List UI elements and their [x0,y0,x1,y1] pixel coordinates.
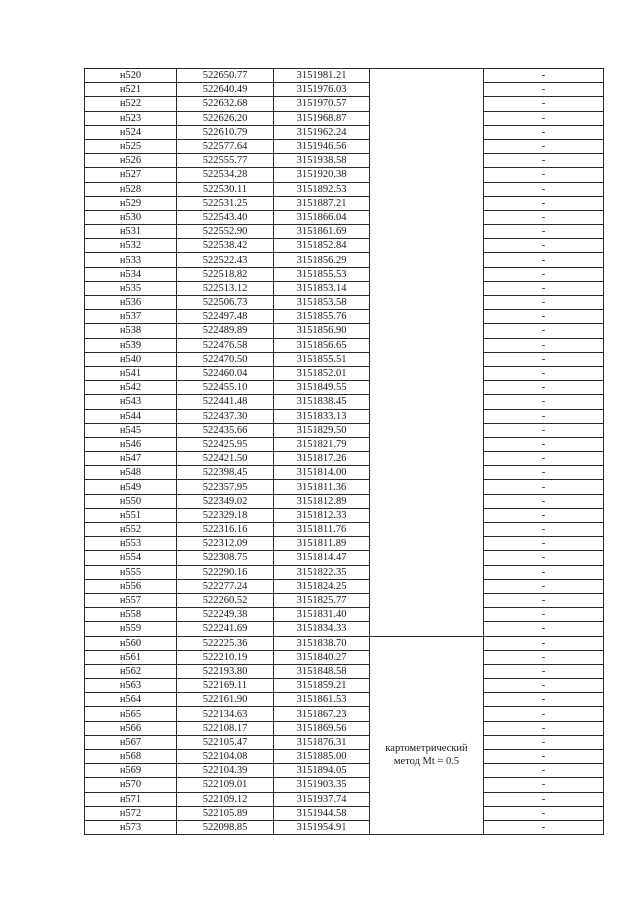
point-name-cell: н532 [85,239,177,253]
y-coordinate-cell: 3151814.47 [274,551,370,565]
x-coordinate-cell: 522460.04 [177,366,274,380]
accuracy-cell: - [484,551,604,565]
point-name-cell: н529 [85,196,177,210]
table-row [85,466,604,480]
y-coordinate-cell: 3151920.38 [274,168,370,182]
table-row [85,508,604,522]
y-coordinate-cell: 3151855.51 [274,352,370,366]
point-name-cell: н540 [85,352,177,366]
table-row [85,139,604,153]
point-name-cell: н550 [85,494,177,508]
x-coordinate-cell: 522108.17 [177,721,274,735]
accuracy-cell: - [484,480,604,494]
point-name-cell: н564 [85,693,177,707]
accuracy-cell: - [484,281,604,295]
point-name-cell: н535 [85,281,177,295]
point-name-cell: н568 [85,750,177,764]
table-row [85,452,604,466]
y-coordinate-cell: 3151848.58 [274,664,370,678]
x-coordinate-cell: 522312.09 [177,537,274,551]
method-cell-empty [370,69,484,637]
point-name-cell: н551 [85,508,177,522]
y-coordinate-cell: 3151976.03 [274,83,370,97]
accuracy-cell: - [484,83,604,97]
table-row [85,338,604,352]
table-row [85,693,604,707]
table-row [85,324,604,338]
y-coordinate-cell: 3151892.53 [274,182,370,196]
table-row [85,792,604,806]
table-row [85,69,604,83]
point-name-cell: н556 [85,579,177,593]
x-coordinate-cell: 522513.12 [177,281,274,295]
accuracy-cell: - [484,239,604,253]
y-coordinate-cell: 3151876.31 [274,735,370,749]
table-row [85,494,604,508]
table-row [85,196,604,210]
accuracy-cell: - [484,820,604,834]
table-row [85,622,604,636]
table-row [85,423,604,437]
x-coordinate-cell: 522105.89 [177,806,274,820]
y-coordinate-cell: 3151856.65 [274,338,370,352]
y-coordinate-cell: 3151970.57 [274,97,370,111]
table-row [85,565,604,579]
table-row [85,366,604,380]
table-row [85,523,604,537]
accuracy-cell: - [484,750,604,764]
accuracy-cell: - [484,608,604,622]
y-coordinate-cell: 3151812.89 [274,494,370,508]
point-name-cell: н521 [85,83,177,97]
y-coordinate-cell: 3151887.21 [274,196,370,210]
x-coordinate-cell: 522169.11 [177,679,274,693]
y-coordinate-cell: 3151861.53 [274,693,370,707]
table-row [85,806,604,820]
x-coordinate-cell: 522555.77 [177,154,274,168]
x-coordinate-cell: 522109.12 [177,792,274,806]
accuracy-cell: - [484,97,604,111]
table-row [85,225,604,239]
y-coordinate-cell: 3151838.70 [274,636,370,650]
x-coordinate-cell: 522308.75 [177,551,274,565]
accuracy-cell: - [484,139,604,153]
accuracy-cell: - [484,168,604,182]
table-row [85,593,604,607]
y-coordinate-cell: 3151937.74 [274,792,370,806]
x-coordinate-cell: 522530.11 [177,182,274,196]
x-coordinate-cell: 522522.43 [177,253,274,267]
accuracy-cell: - [484,508,604,522]
y-coordinate-cell: 3151821.79 [274,437,370,451]
table-row [85,664,604,678]
accuracy-cell: - [484,735,604,749]
table-row [85,381,604,395]
table-row [85,310,604,324]
accuracy-cell: - [484,764,604,778]
y-coordinate-cell: 3151852.01 [274,366,370,380]
table-row [85,437,604,451]
accuracy-cell: - [484,565,604,579]
y-coordinate-cell: 3151938.58 [274,154,370,168]
x-coordinate-cell: 522105.47 [177,735,274,749]
y-coordinate-cell: 3151866.04 [274,210,370,224]
table-row [85,636,604,650]
table-row [85,721,604,735]
accuracy-cell: - [484,423,604,437]
x-coordinate-cell: 522357.95 [177,480,274,494]
x-coordinate-cell: 522329.18 [177,508,274,522]
method-text-line1: картометрический [385,743,468,755]
point-name-cell: н558 [85,608,177,622]
point-name-cell: н557 [85,593,177,607]
x-coordinate-cell: 522538.42 [177,239,274,253]
table-row [85,537,604,551]
accuracy-cell: - [484,650,604,664]
point-name-cell: н531 [85,225,177,239]
table-row [85,267,604,281]
x-coordinate-cell: 522225.36 [177,636,274,650]
accuracy-cell: - [484,267,604,281]
point-name-cell: н559 [85,622,177,636]
point-name-cell: н569 [85,764,177,778]
point-name-cell: н566 [85,721,177,735]
x-coordinate-cell: 522249.38 [177,608,274,622]
point-name-cell: н544 [85,409,177,423]
accuracy-cell: - [484,196,604,210]
point-name-cell: н528 [85,182,177,196]
accuracy-cell: - [484,707,604,721]
table-row [85,253,604,267]
point-name-cell: н538 [85,324,177,338]
y-coordinate-cell: 3151962.24 [274,125,370,139]
accuracy-cell: - [484,125,604,139]
y-coordinate-cell: 3151838.45 [274,395,370,409]
accuracy-cell: - [484,182,604,196]
y-coordinate-cell: 3151869.56 [274,721,370,735]
x-coordinate-cell: 522626.20 [177,111,274,125]
y-coordinate-cell: 3151856.29 [274,253,370,267]
x-coordinate-cell: 522425.95 [177,437,274,451]
table-row [85,168,604,182]
point-name-cell: н547 [85,452,177,466]
y-coordinate-cell: 3151968.87 [274,111,370,125]
table-row [85,352,604,366]
accuracy-cell: - [484,381,604,395]
accuracy-cell: - [484,154,604,168]
accuracy-cell: - [484,310,604,324]
accuracy-cell: - [484,778,604,792]
y-coordinate-cell: 3151829.50 [274,423,370,437]
point-name-cell: н523 [85,111,177,125]
y-coordinate-cell: 3151855.76 [274,310,370,324]
point-name-cell: н555 [85,565,177,579]
y-coordinate-cell: 3151853.14 [274,281,370,295]
x-coordinate-cell: 522349.02 [177,494,274,508]
point-name-cell: н520 [85,69,177,83]
table-row [85,83,604,97]
table-row [85,125,604,139]
point-name-cell: н571 [85,792,177,806]
point-name-cell: н543 [85,395,177,409]
y-coordinate-cell: 3151859.21 [274,679,370,693]
table-row [85,707,604,721]
x-coordinate-cell: 522632.68 [177,97,274,111]
y-coordinate-cell: 3151840.27 [274,650,370,664]
x-coordinate-cell: 522241.69 [177,622,274,636]
accuracy-cell: - [484,494,604,508]
x-coordinate-cell: 522552.90 [177,225,274,239]
x-coordinate-cell: 522489.89 [177,324,274,338]
accuracy-cell: - [484,437,604,451]
y-coordinate-cell: 3151849.55 [274,381,370,395]
table-row [85,480,604,494]
accuracy-cell: - [484,806,604,820]
accuracy-cell: - [484,679,604,693]
x-coordinate-cell: 522277.24 [177,579,274,593]
y-coordinate-cell: 3151885.00 [274,750,370,764]
x-coordinate-cell: 522398.45 [177,466,274,480]
y-coordinate-cell: 3151856.90 [274,324,370,338]
x-coordinate-cell: 522435.66 [177,423,274,437]
x-coordinate-cell: 522650.77 [177,69,274,83]
point-name-cell: н565 [85,707,177,721]
x-coordinate-cell: 522104.08 [177,750,274,764]
point-name-cell: н567 [85,735,177,749]
accuracy-cell: - [484,210,604,224]
y-coordinate-cell: 3151894.05 [274,764,370,778]
accuracy-cell: - [484,792,604,806]
y-coordinate-cell: 3151867.23 [274,707,370,721]
accuracy-cell: - [484,253,604,267]
point-name-cell: н549 [85,480,177,494]
point-name-cell: н541 [85,366,177,380]
coordinates-table-body [85,69,604,835]
accuracy-cell: - [484,664,604,678]
y-coordinate-cell: 3151812.33 [274,508,370,522]
y-coordinate-cell: 3151855.53 [274,267,370,281]
x-coordinate-cell: 522497.48 [177,310,274,324]
x-coordinate-cell: 522098.85 [177,820,274,834]
x-coordinate-cell: 522193.80 [177,664,274,678]
accuracy-cell: - [484,593,604,607]
y-coordinate-cell: 3151822.35 [274,565,370,579]
table-row [85,97,604,111]
table-row [85,154,604,168]
point-name-cell: н545 [85,423,177,437]
y-coordinate-cell: 3151824.25 [274,579,370,593]
table-row [85,608,604,622]
table-row [85,182,604,196]
accuracy-cell: - [484,452,604,466]
y-coordinate-cell: 3151834.33 [274,622,370,636]
point-name-cell: н539 [85,338,177,352]
x-coordinate-cell: 522316.16 [177,523,274,537]
point-name-cell: н530 [85,210,177,224]
accuracy-cell: - [484,111,604,125]
accuracy-cell: - [484,225,604,239]
point-name-cell: н562 [85,664,177,678]
point-name-cell: н522 [85,97,177,111]
x-coordinate-cell: 522610.79 [177,125,274,139]
x-coordinate-cell: 522437.30 [177,409,274,423]
accuracy-cell: - [484,537,604,551]
table-row [85,296,604,310]
x-coordinate-cell: 522104.39 [177,764,274,778]
table-row [85,551,604,565]
y-coordinate-cell: 3151811.89 [274,537,370,551]
y-coordinate-cell: 3151954.91 [274,820,370,834]
accuracy-cell: - [484,296,604,310]
table-row [85,679,604,693]
coordinate-sheet [84,68,603,835]
coordinates-table [84,68,604,835]
accuracy-cell: - [484,466,604,480]
table-row [85,778,604,792]
accuracy-cell: - [484,409,604,423]
table-row [85,650,604,664]
y-coordinate-cell: 3151861.69 [274,225,370,239]
x-coordinate-cell: 522640.49 [177,83,274,97]
x-coordinate-cell: 522161.90 [177,693,274,707]
point-name-cell: н524 [85,125,177,139]
accuracy-cell: - [484,622,604,636]
table-row [85,111,604,125]
point-name-cell: н554 [85,551,177,565]
point-name-cell: н552 [85,523,177,537]
accuracy-cell: - [484,338,604,352]
x-coordinate-cell: 522109.01 [177,778,274,792]
point-name-cell: н553 [85,537,177,551]
point-name-cell: н573 [85,820,177,834]
x-coordinate-cell: 522210.19 [177,650,274,664]
x-coordinate-cell: 522506.73 [177,296,274,310]
y-coordinate-cell: 3151852.84 [274,239,370,253]
point-name-cell: н525 [85,139,177,153]
y-coordinate-cell: 3151817.26 [274,452,370,466]
x-coordinate-cell: 522476.58 [177,338,274,352]
x-coordinate-cell: 522290.16 [177,565,274,579]
point-name-cell: н546 [85,437,177,451]
table-row [85,395,604,409]
y-coordinate-cell: 3151944.58 [274,806,370,820]
table-row [85,409,604,423]
x-coordinate-cell: 522455.10 [177,381,274,395]
accuracy-cell: - [484,352,604,366]
point-name-cell: н527 [85,168,177,182]
x-coordinate-cell: 522441.48 [177,395,274,409]
accuracy-cell: - [484,579,604,593]
y-coordinate-cell: 3151811.36 [274,480,370,494]
table-row [85,820,604,834]
point-name-cell: н536 [85,296,177,310]
y-coordinate-cell: 3151946.56 [274,139,370,153]
point-name-cell: н533 [85,253,177,267]
y-coordinate-cell: 3151981.21 [274,69,370,83]
accuracy-cell: - [484,636,604,650]
accuracy-cell: - [484,69,604,83]
x-coordinate-cell: 522421.50 [177,452,274,466]
point-name-cell: н570 [85,778,177,792]
x-coordinate-cell: 522531.25 [177,196,274,210]
point-name-cell: н526 [85,154,177,168]
y-coordinate-cell: 3151811.76 [274,523,370,537]
y-coordinate-cell: 3151814.00 [274,466,370,480]
table-row [85,579,604,593]
table-row [85,764,604,778]
table-row [85,750,604,764]
accuracy-cell: - [484,693,604,707]
point-name-cell: н534 [85,267,177,281]
accuracy-cell: - [484,366,604,380]
accuracy-cell: - [484,395,604,409]
y-coordinate-cell: 3151853.58 [274,296,370,310]
y-coordinate-cell: 3151825.77 [274,593,370,607]
table-row [85,239,604,253]
x-coordinate-cell: 522534.28 [177,168,274,182]
accuracy-cell: - [484,324,604,338]
table-row [85,210,604,224]
accuracy-cell: - [484,721,604,735]
table-row [85,281,604,295]
x-coordinate-cell: 522470.50 [177,352,274,366]
y-coordinate-cell: 3151833.13 [274,409,370,423]
point-name-cell: н563 [85,679,177,693]
point-name-cell: н572 [85,806,177,820]
point-name-cell: н561 [85,650,177,664]
table-row [85,735,604,749]
point-name-cell: н548 [85,466,177,480]
method-cell [370,636,484,835]
x-coordinate-cell: 522577.64 [177,139,274,153]
method-text-line2: метод Mt = 0.5 [393,756,460,768]
x-coordinate-cell: 522134.63 [177,707,274,721]
accuracy-cell: - [484,523,604,537]
x-coordinate-cell: 522260.52 [177,593,274,607]
y-coordinate-cell: 3151903.35 [274,778,370,792]
y-coordinate-cell: 3151831.40 [274,608,370,622]
point-name-cell: н542 [85,381,177,395]
point-name-cell: н560 [85,636,177,650]
x-coordinate-cell: 522543.40 [177,210,274,224]
point-name-cell: н537 [85,310,177,324]
x-coordinate-cell: 522518.82 [177,267,274,281]
